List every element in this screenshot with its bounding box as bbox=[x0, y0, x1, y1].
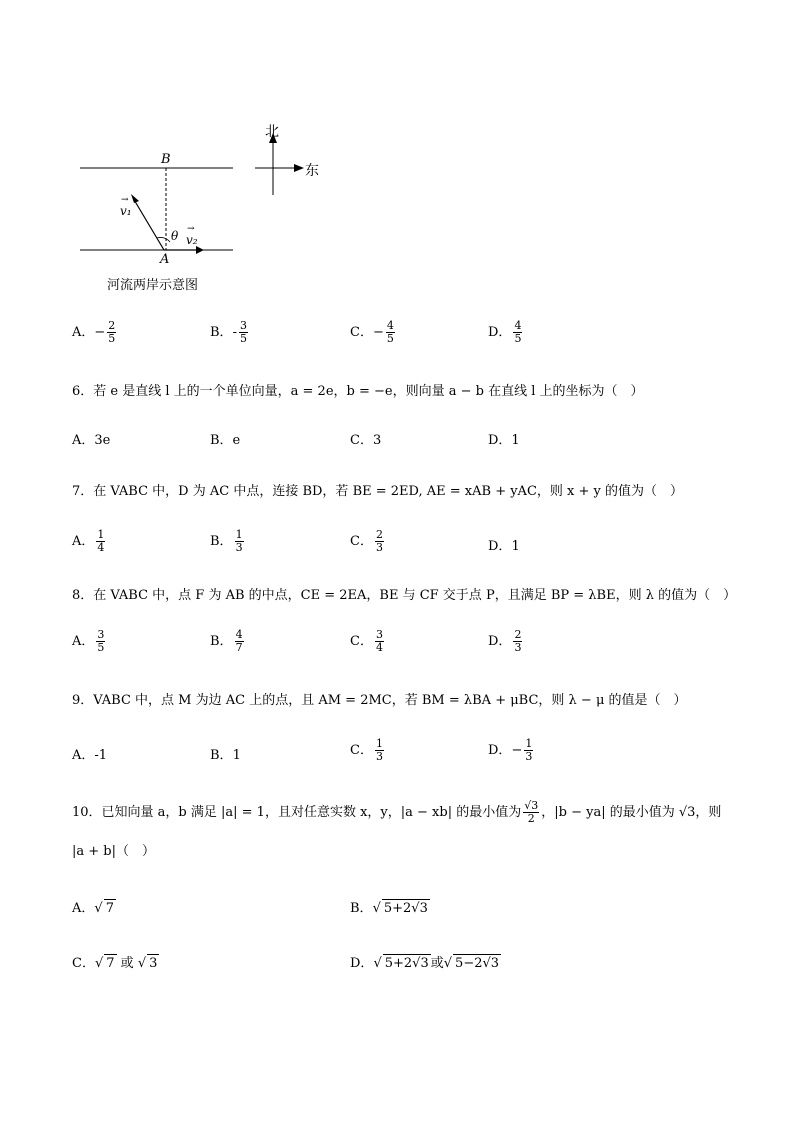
q8-option-a[interactable]: A． $\frac{3}{5}$ bbox=[72, 628, 105, 654]
q7-option-b[interactable]: B． $\frac{1}{3}$ bbox=[210, 528, 243, 554]
v1-label: v₁ bbox=[120, 204, 132, 218]
q8-option-b[interactable]: B． $\frac{4}{7}$ bbox=[210, 628, 243, 654]
q5-option-c[interactable]: C．− $\frac{4}{5}$ bbox=[350, 319, 394, 345]
q9-option-a[interactable]: A．-1 bbox=[72, 748, 108, 763]
q9-option-c[interactable]: C． $\frac{1}{3}$ bbox=[350, 737, 383, 763]
compass-north-label: 北 bbox=[265, 124, 279, 140]
q5-option-a[interactable]: A．− $\frac{2}{5}$ bbox=[72, 319, 116, 345]
compass-east-arrowhead bbox=[294, 164, 304, 172]
q6-stem: 6．若 e 是直线 l 上的一个单位向量，a = 2e，b = −e，则向量 a − b 在直线 l 上的坐标为（ ） bbox=[72, 384, 644, 399]
q7-option-d[interactable]: D．1 bbox=[488, 539, 520, 554]
diagram-caption: 河流两岸示意图 bbox=[107, 278, 199, 293]
point-a-label: A bbox=[160, 252, 170, 267]
q6-option-b[interactable]: B．e bbox=[210, 433, 241, 448]
q9-option-b[interactable]: B．1 bbox=[210, 748, 241, 763]
q5-option-d[interactable]: D． $\frac{4}{5}$ bbox=[488, 319, 522, 345]
q10-option-b[interactable]: B．√ 5+2√3 bbox=[350, 901, 428, 916]
q10-option-a[interactable]: A．√ 7 bbox=[72, 901, 114, 916]
q8-option-c[interactable]: C． $\frac{3}{4}$ bbox=[350, 628, 383, 654]
v2-arrowhead bbox=[196, 246, 204, 254]
q10-stem-line1: 10．已知向量 a，b 满足 |a| = 1，且对任意实数 x，y，|a − xb| 的最小值为 $\frac{√3}{2}$ ，|b − ya| 的最小值为 √3，则 bbox=[72, 799, 722, 825]
q10-option-d[interactable]: D．√ 5+2√3 或√ 5−2√3 bbox=[350, 956, 500, 971]
v2-label: v₂ bbox=[186, 233, 198, 247]
q6-option-d[interactable]: D．1 bbox=[488, 433, 520, 448]
q9-option-d[interactable]: D．− $\frac{1}{3}$ bbox=[488, 737, 533, 763]
q5-option-b[interactable]: B．- $\frac{3}{5}$ bbox=[210, 319, 247, 345]
point-b-label: B bbox=[161, 152, 171, 167]
q6-option-c[interactable]: C．3 bbox=[350, 433, 382, 448]
q7-stem: 7．在 VABC 中，D 为 AC 中点，连接 BD，若 BE = 2ED, AE = xAB + yAC，则 x + y 的值为（ ） bbox=[72, 484, 683, 499]
q8-option-d[interactable]: D． $\frac{2}{3}$ bbox=[488, 628, 522, 654]
q7-option-c[interactable]: C． $\frac{2}{3}$ bbox=[350, 528, 383, 554]
q6-option-a[interactable]: A．3e bbox=[72, 433, 111, 448]
q10-stem-line2: |a + b|（ ） bbox=[72, 844, 155, 859]
q9-stem: 9．VABC 中，点 M 为边 AC 上的点，且 AM = 2MC，若 BM = λBA + μBC，则 λ − μ 的值是（ ） bbox=[72, 693, 687, 708]
q7-option-a[interactable]: A． $\frac{1}{4}$ bbox=[72, 528, 105, 554]
river-diagram bbox=[60, 115, 340, 300]
v1-arrowhead bbox=[131, 194, 139, 203]
q10-option-c[interactable]: C．√ 7 或 √ 3 bbox=[72, 956, 158, 971]
q8-stem: 8．在 VABC 中，点 F 为 AB 的中点，CE = 2EA，BE 与 CF 交于点 P，且满足 BP = λBE，则 λ 的值为（ ） bbox=[72, 588, 737, 603]
v2-arrow-over: → bbox=[187, 224, 195, 234]
v1-arrow-over: → bbox=[121, 195, 129, 205]
theta-label: θ bbox=[171, 229, 179, 243]
compass-east-label: 东 bbox=[305, 163, 319, 179]
v1-arrow bbox=[133, 198, 164, 250]
